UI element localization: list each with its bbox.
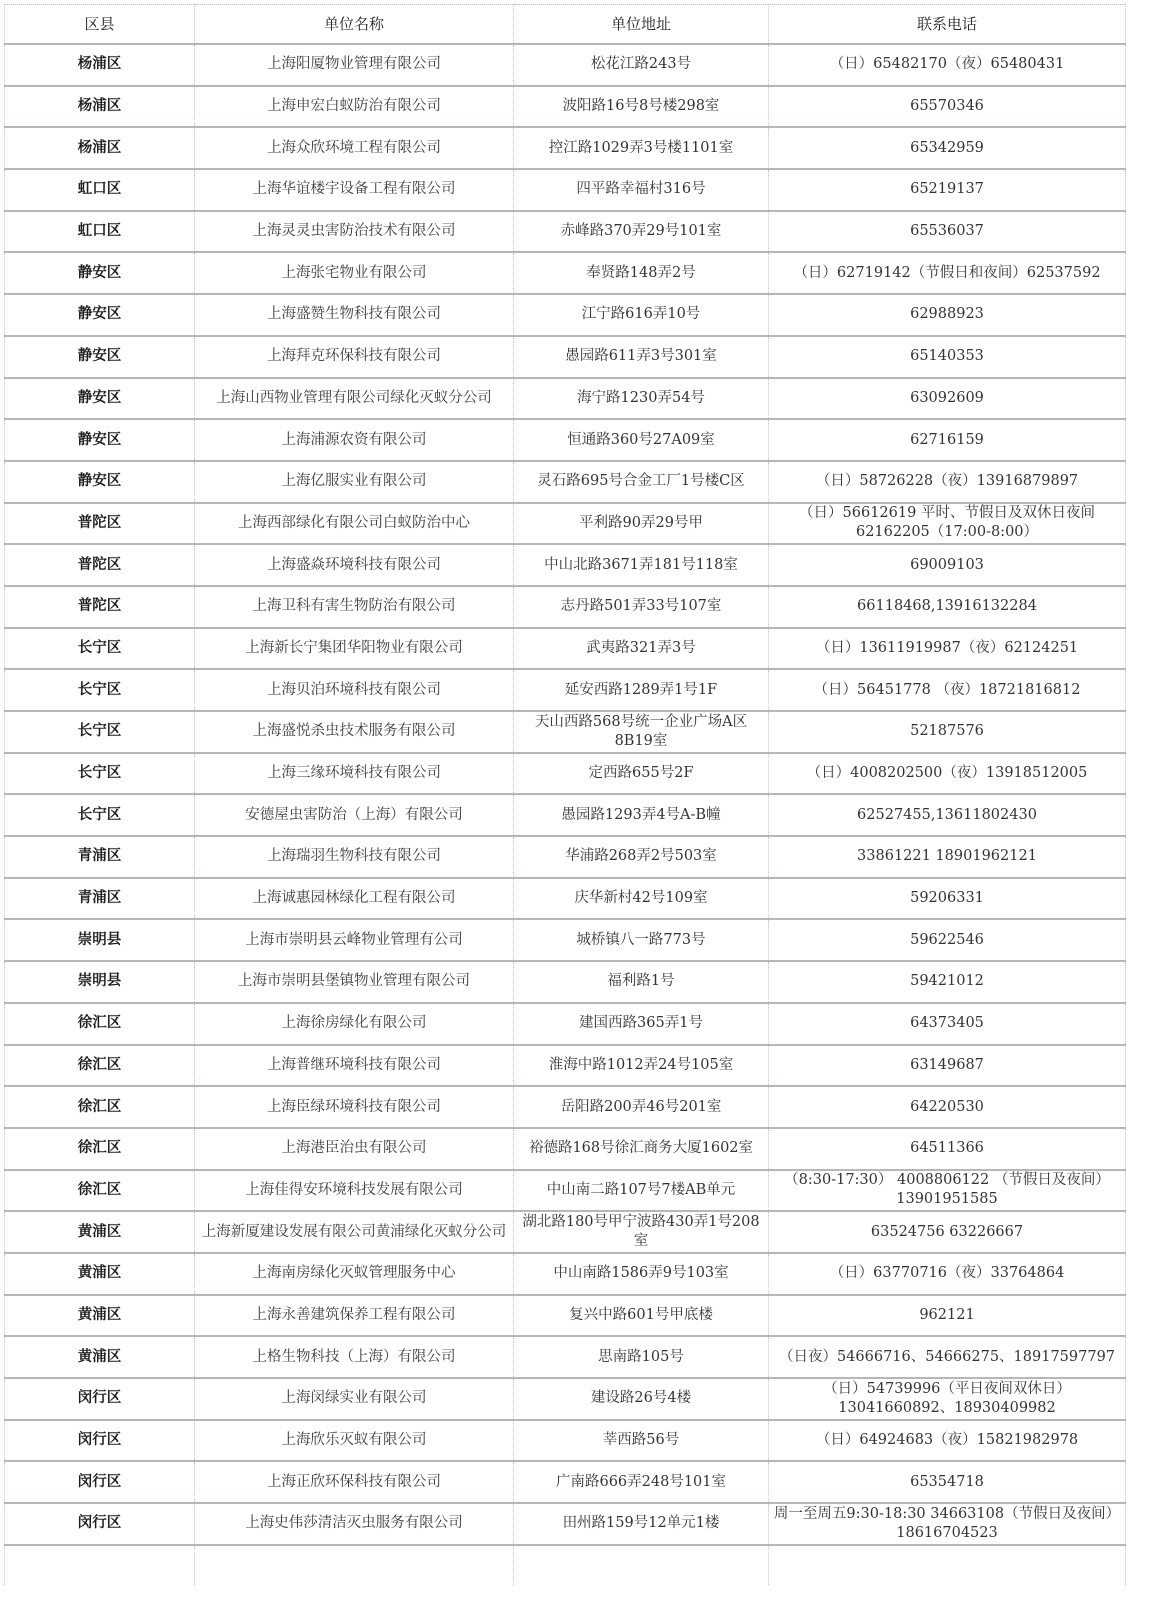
company-name-cell: 上海盛悦杀虫技术服务有限公司 (195, 711, 514, 753)
company-name-cell: 上海南房绿化灭蚁管理服务中心 (195, 1253, 514, 1295)
district-cell: 普陀区 (5, 586, 195, 628)
district-cell: 静安区 (5, 378, 195, 420)
company-name-cell: 上海三缘环境科技有限公司 (195, 753, 514, 795)
address-cell: 广南路666弄248号101室 (514, 1461, 769, 1503)
company-name-cell: 上海张宅物业有限公司 (195, 252, 514, 294)
phone-cell: 64220530 (769, 1086, 1126, 1128)
column-header-district: 区县 (5, 5, 195, 45)
district-cell: 青浦区 (5, 878, 195, 920)
district-cell: 长宁区 (5, 794, 195, 836)
district-cell: 闵行区 (5, 1420, 195, 1462)
address-cell: 愚园路1293弄4号A-B幢 (514, 794, 769, 836)
phone-cell: 65342959 (769, 127, 1126, 169)
address-cell: 中山南路1586弄9号103室 (514, 1253, 769, 1295)
address-cell: 思南路105号 (514, 1336, 769, 1378)
address-cell: 控江路1029弄3号楼1101室 (514, 127, 769, 169)
table-row (5, 252, 1126, 294)
table-row (5, 461, 1126, 503)
district-cell: 杨浦区 (5, 127, 195, 169)
phone-cell: 63524756 63226667 (769, 1211, 1126, 1253)
district-cell: 静安区 (5, 461, 195, 503)
phone-cell: 962121 (769, 1295, 1126, 1337)
address-cell: 江宁路616弄10号 (514, 294, 769, 336)
company-name-cell: 上海欣乐灭蚁有限公司 (195, 1420, 514, 1462)
address-cell: 志丹路501弄33号107室 (514, 586, 769, 628)
address-cell: 平利路90弄29号甲 (514, 503, 769, 545)
district-cell: 长宁区 (5, 711, 195, 753)
phone-cell: （日）4008202500（夜）13918512005 (769, 753, 1126, 795)
table-row (5, 503, 1126, 545)
table-row (5, 294, 1126, 336)
company-name-cell: 上海港臣治虫有限公司 (195, 1128, 514, 1170)
table-row (5, 753, 1126, 795)
address-cell: 华浦路268弄2号503室 (514, 836, 769, 878)
header-row (5, 5, 1126, 45)
table-row (5, 1420, 1126, 1462)
table-row (5, 44, 1126, 86)
phone-cell: （日）56451778 （夜）18721816812 (769, 669, 1126, 711)
table-row (5, 336, 1126, 378)
table-row (5, 961, 1126, 1003)
phone-cell: 63149687 (769, 1045, 1126, 1087)
table-row (5, 544, 1126, 586)
company-name-cell: 上海新长宁集团华阳物业有限公司 (195, 628, 514, 670)
address-cell: 福利路1号 (514, 961, 769, 1003)
district-cell: 普陀区 (5, 544, 195, 586)
district-cell: 徐汇区 (5, 1003, 195, 1045)
company-name-cell: 上海闵绿实业有限公司 (195, 1378, 514, 1420)
phone-cell: 62716159 (769, 419, 1126, 461)
phone-cell: 65536037 (769, 211, 1126, 253)
company-name-cell: 上海正欣环保科技有限公司 (195, 1461, 514, 1503)
address-cell: 灵石路695号合金工厂1号楼C区 (514, 461, 769, 503)
table-row (5, 628, 1126, 670)
phone-cell: 69009103 (769, 544, 1126, 586)
address-cell: 建设路26号4楼 (514, 1378, 769, 1420)
table-row (5, 711, 1126, 753)
company-name-cell: 上海山西物业管理有限公司绿化灭蚁分公司 (195, 378, 514, 420)
table-row (5, 1045, 1126, 1087)
table-row (5, 1086, 1126, 1128)
table-row (5, 169, 1126, 211)
table-row (5, 669, 1126, 711)
district-cell: 黄浦区 (5, 1211, 195, 1253)
phone-cell: 65570346 (769, 86, 1126, 128)
company-name-cell: 上海盛赞生物科技有限公司 (195, 294, 514, 336)
company-name-cell: 上海阳厦物业管理有限公司 (195, 44, 514, 86)
company-name-cell: 上海亿服实业有限公司 (195, 461, 514, 503)
address-cell: 松花江路243号 (514, 44, 769, 86)
phone-cell: （日）65482170（夜）65480431 (769, 44, 1126, 86)
district-cell: 崇明县 (5, 919, 195, 961)
company-name-cell: 上海盛焱环境科技有限公司 (195, 544, 514, 586)
address-cell: 复兴中路601号甲底楼 (514, 1295, 769, 1337)
address-cell: 四平路幸福村316号 (514, 169, 769, 211)
company-name-cell: 上海新厦建设发展有限公司黄浦绿化灭蚁分公司 (195, 1211, 514, 1253)
phone-cell: （8:30-17:30） 4008806122 （节假日及夜间） 13901951585 (769, 1170, 1126, 1212)
phone-cell: （日）63770716（夜）33764864 (769, 1253, 1126, 1295)
empty-cell (514, 1545, 769, 1586)
phone-cell: （日）64924683（夜）15821982978 (769, 1420, 1126, 1462)
company-name-cell: 上海瑞羽生物科技有限公司 (195, 836, 514, 878)
contacts-table (4, 4, 1126, 1585)
company-name-cell: 上海众欣环境工程有限公司 (195, 127, 514, 169)
address-cell: 中山南二路107号7楼AB单元 (514, 1170, 769, 1212)
table-row (5, 211, 1126, 253)
table-row (5, 586, 1126, 628)
district-cell: 闵行区 (5, 1378, 195, 1420)
table-row (5, 419, 1126, 461)
address-cell: 田州路159号12单元1楼 (514, 1503, 769, 1545)
column-header-phone: 联系电话 (769, 5, 1126, 45)
phone-cell: （日）54739996（平日夜间双休日） 13041660892、18930409982 (769, 1378, 1126, 1420)
table-row (5, 1336, 1126, 1378)
company-name-cell: 上海西部绿化有限公司白蚁防治中心 (195, 503, 514, 545)
company-name-cell: 上海诚惠园林绿化工程有限公司 (195, 878, 514, 920)
table-row (5, 919, 1126, 961)
table-body (5, 44, 1126, 1585)
district-cell: 杨浦区 (5, 86, 195, 128)
company-name-cell: 上海徐房绿化有限公司 (195, 1003, 514, 1045)
district-cell: 黄浦区 (5, 1295, 195, 1337)
pest-control-contacts-sheet (4, 4, 1125, 1585)
table-row (5, 1253, 1126, 1295)
district-cell: 虹口区 (5, 211, 195, 253)
phone-cell: （日）62719142（节假日和夜间）62537592 (769, 252, 1126, 294)
table-row (5, 378, 1126, 420)
empty-cell (195, 1545, 514, 1586)
phone-cell: 63092609 (769, 378, 1126, 420)
district-cell: 普陀区 (5, 503, 195, 545)
district-cell: 闵行区 (5, 1503, 195, 1545)
table-row (5, 1128, 1126, 1170)
phone-cell: 65140353 (769, 336, 1126, 378)
table-row (5, 1461, 1126, 1503)
phone-cell: 59622546 (769, 919, 1126, 961)
company-name-cell: 上海申宏白蚁防治有限公司 (195, 86, 514, 128)
address-cell: 中山北路3671弄181号118室 (514, 544, 769, 586)
address-cell: 奉贤路148弄2号 (514, 252, 769, 294)
district-cell: 长宁区 (5, 669, 195, 711)
company-name-cell: 上海臣绿环境科技有限公司 (195, 1086, 514, 1128)
phone-cell: 64511366 (769, 1128, 1126, 1170)
phone-cell: 62527455,13611802430 (769, 794, 1126, 836)
district-cell: 静安区 (5, 336, 195, 378)
address-cell: 莘西路56号 (514, 1420, 769, 1462)
company-name-cell: 上海拜克环保科技有限公司 (195, 336, 514, 378)
phone-cell: 59421012 (769, 961, 1126, 1003)
phone-cell: （日）58726228（夜）13916879897 (769, 461, 1126, 503)
phone-cell: 59206331 (769, 878, 1126, 920)
table-row (5, 1503, 1126, 1545)
phone-cell: 周一至周五9:30-18:30 34663108（节假日及夜间）18616704523 (769, 1503, 1126, 1545)
phone-cell: 33861221 18901962121 (769, 836, 1126, 878)
company-name-cell: 上海贝泊环境科技有限公司 (195, 669, 514, 711)
table-row (5, 794, 1126, 836)
address-cell: 延安西路1289弄1号1F (514, 669, 769, 711)
company-name-cell: 安德屋虫害防治（上海）有限公司 (195, 794, 514, 836)
table-row (5, 1295, 1126, 1337)
table-row (5, 127, 1126, 169)
district-cell: 杨浦区 (5, 44, 195, 86)
address-cell: 赤峰路370弄29号101室 (514, 211, 769, 253)
company-name-cell: 上海永善建筑保养工程有限公司 (195, 1295, 514, 1337)
company-name-cell: 上海市崇明县堡镇物业管理有限公司 (195, 961, 514, 1003)
district-cell: 静安区 (5, 419, 195, 461)
address-cell: 恒通路360号27A09室 (514, 419, 769, 461)
district-cell: 徐汇区 (5, 1086, 195, 1128)
address-cell: 波阳路16号8号楼298室 (514, 86, 769, 128)
district-cell: 徐汇区 (5, 1170, 195, 1212)
phone-cell: 65354718 (769, 1461, 1126, 1503)
company-name-cell: 上海灵灵虫害防治技术有限公司 (195, 211, 514, 253)
address-cell: 天山西路568号统一企业广场A区8B19室 (514, 711, 769, 753)
empty-row (5, 1545, 1126, 1586)
district-cell: 徐汇区 (5, 1128, 195, 1170)
table-row (5, 86, 1126, 128)
company-name-cell: 上海史伟莎清洁灭虫服务有限公司 (195, 1503, 514, 1545)
district-cell: 长宁区 (5, 753, 195, 795)
address-cell: 裕德路168号徐汇商务大厦1602室 (514, 1128, 769, 1170)
address-cell: 湖北路180号甲宁波路430弄1号208室 (514, 1211, 769, 1253)
company-name-cell: 上海佳得安环境科技发展有限公司 (195, 1170, 514, 1212)
address-cell: 建国西路365弄1号 (514, 1003, 769, 1045)
address-cell: 淮海中路1012弄24号105室 (514, 1045, 769, 1087)
phone-cell: 66118468,13916132284 (769, 586, 1126, 628)
company-name-cell: 上海普继环境科技有限公司 (195, 1045, 514, 1087)
district-cell: 青浦区 (5, 836, 195, 878)
table-row (5, 836, 1126, 878)
district-cell: 黄浦区 (5, 1336, 195, 1378)
district-cell: 崇明县 (5, 961, 195, 1003)
company-name-cell: 上海市崇明县云峰物业管理有公司 (195, 919, 514, 961)
address-cell: 岳阳路200弄46号201室 (514, 1086, 769, 1128)
company-name-cell: 上海华谊楼宇设备工程有限公司 (195, 169, 514, 211)
address-cell: 海宁路1230弄54号 (514, 378, 769, 420)
column-header-name: 单位名称 (195, 5, 514, 45)
empty-cell (769, 1545, 1126, 1586)
phone-cell: 65219137 (769, 169, 1126, 211)
phone-cell: （日夜）54666716、54666275、18917597797 (769, 1336, 1126, 1378)
company-name-cell: 上海浦源农资有限公司 (195, 419, 514, 461)
phone-cell: 62988923 (769, 294, 1126, 336)
address-cell: 城桥镇八一路773号 (514, 919, 769, 961)
column-header-address: 单位地址 (514, 5, 769, 45)
district-cell: 静安区 (5, 252, 195, 294)
company-name-cell: 上海卫科有害生物防治有限公司 (195, 586, 514, 628)
address-cell: 武夷路321弄3号 (514, 628, 769, 670)
table-row (5, 878, 1126, 920)
table-row (5, 1003, 1126, 1045)
phone-cell: （日）56612619 平时、节假日及双休日夜间 62162205（17:00-8:00） (769, 503, 1126, 545)
table-row (5, 1211, 1126, 1253)
district-cell: 静安区 (5, 294, 195, 336)
district-cell: 虹口区 (5, 169, 195, 211)
table-row (5, 1378, 1126, 1420)
table-row (5, 1170, 1126, 1212)
phone-cell: 64373405 (769, 1003, 1126, 1045)
address-cell: 庆华新村42号109室 (514, 878, 769, 920)
district-cell: 闵行区 (5, 1461, 195, 1503)
empty-cell (5, 1545, 195, 1586)
phone-cell: （日）13611919987（夜）62124251 (769, 628, 1126, 670)
address-cell: 愚园路611弄3号301室 (514, 336, 769, 378)
phone-cell: 52187576 (769, 711, 1126, 753)
district-cell: 长宁区 (5, 628, 195, 670)
company-name-cell: 上格生物科技（上海）有限公司 (195, 1336, 514, 1378)
district-cell: 徐汇区 (5, 1045, 195, 1087)
address-cell: 定西路655号2F (514, 753, 769, 795)
district-cell: 黄浦区 (5, 1253, 195, 1295)
